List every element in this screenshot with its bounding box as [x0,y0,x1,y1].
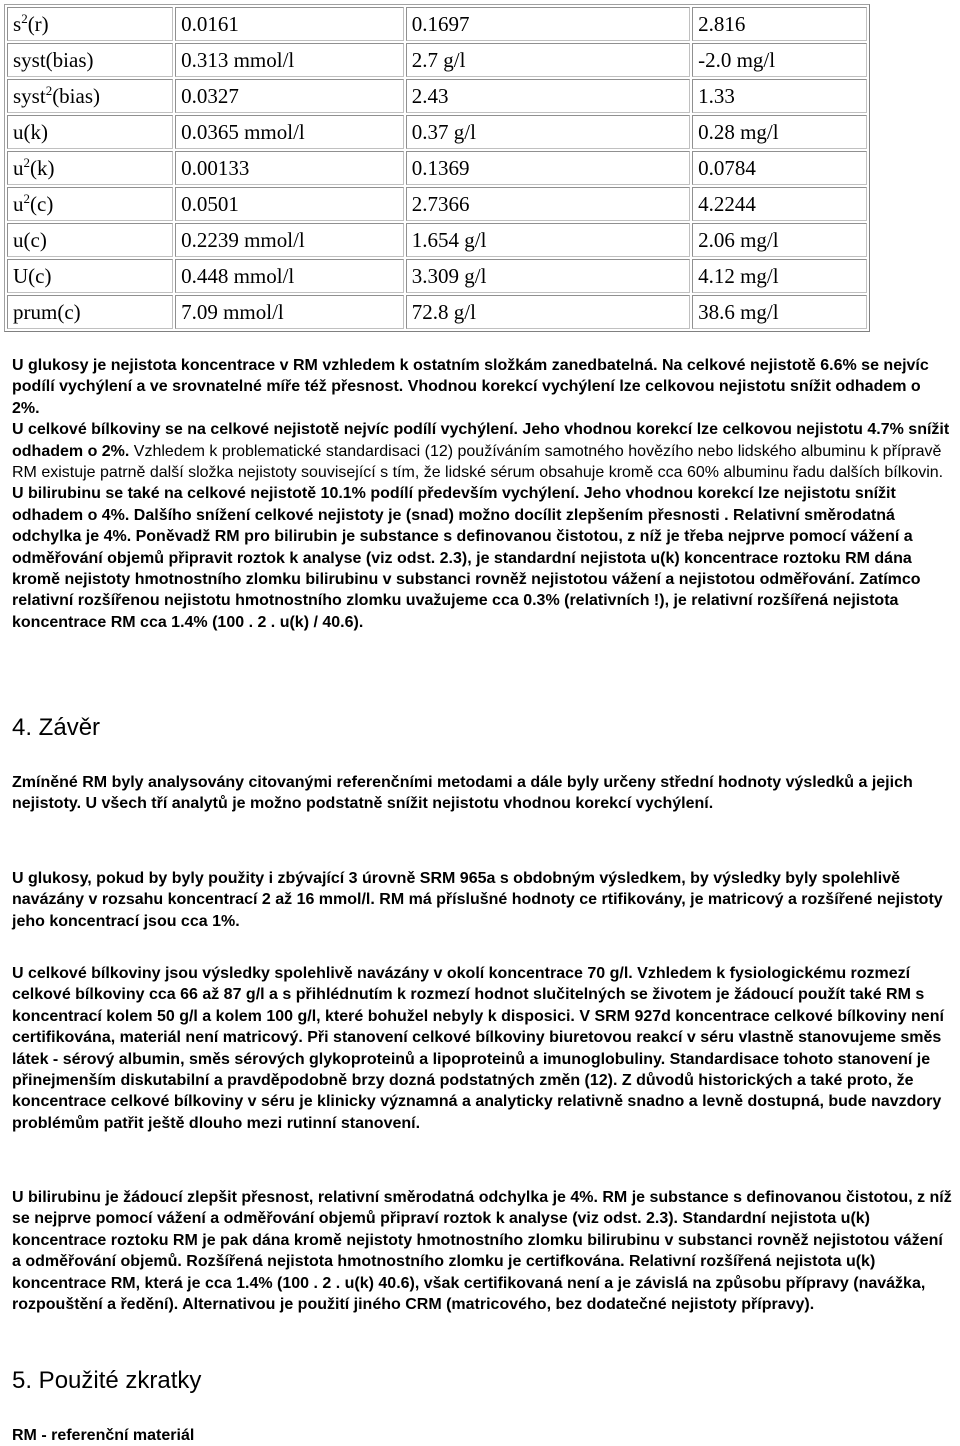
protein-paragraph-bold: U celkové bílkoviny se na celkové nejistotě nejvíc podílí vychýlení. Jeho vhodnou korekcí lze celkovou nejistotu 4.7% snížit odhadem o 2%. [12,421,950,460]
table-cell-protein: 0.1697 [406,7,690,41]
table-cell-bilirubin: 2.06 mg/l [692,223,867,257]
row-label-base: u [13,191,24,216]
conclusion-p2-text: U glukosy, pokud by byly použity i zbývající 3 úrovně SRM 965a s obdobným výsledkem, by výsledky byly spolehlivě navázány v rozsahu koncentrací 2 až 16 mmol/l. RM má příslušné hodnoty ce rtifikovány, je matricový a rozšířené nejistoty jeho koncentrací jsou cca 1%. [12,870,943,930]
discussion-block [12,355,952,633]
table-cell-glucose: 0.00133 [175,151,404,185]
table-row [7,295,867,329]
row-label-base: s [13,11,22,36]
row-label [7,43,173,77]
row-label [7,223,173,257]
protein-paragraph-normal: Vzhledem k problematické standardisaci (12) používáním samotného hovězího nebo lidského albuminu k přípravě RM existuje patrně další složka nejistoty související s tím, že lidské sérum obsahuje kromě cca 60% albuminu řadu dalších bílkovin. [12,442,944,482]
row-label-tail: (c) [30,191,54,216]
table-cell-protein: 1.654 g/l [406,223,690,257]
row-label-base: u(k) [13,119,48,144]
table-cell-glucose: 0.2239 mmol/l [175,223,404,257]
table-cell-bilirubin: 2.816 [692,7,867,41]
row-label-superscript: 2 [21,10,28,26]
row-label-base: u(c) [13,227,47,252]
table-cell-glucose: 0.0365 mmol/l [175,115,404,149]
table-cell-glucose: 0.0327 [175,79,404,113]
table-row [7,151,867,185]
row-label-tail: (r) [27,11,49,36]
table-row [7,7,867,41]
results-table [4,4,870,332]
table-cell-glucose: 0.448 mmol/l [175,259,404,293]
row-label [7,7,173,41]
row-label-tail: (k) [30,155,55,180]
glucose-paragraph: U glukosy je nejistota koncentrace v RM vzhledem k ostatním složkám zanedbatelná. Na celkové nejistotě 6.6% se nejvíc podílí vychýlení a ve srovnatelné míře též přesnost. Vhodnou korekcí vychýlení lze celkovou nejistotu snížit odhadem o 2%. [12,357,929,417]
row-label-superscript: 2 [23,190,30,206]
results-table-wrapper [4,4,870,332]
section-4-heading: 4. Závěr [12,714,101,741]
table-cell-protein: 0.37 g/l [406,115,690,149]
protein-paragraph [12,419,952,483]
table-cell-bilirubin: 0.28 mg/l [692,115,867,149]
abbreviations-list [12,1425,952,1446]
table-cell-protein: 3.309 g/l [406,259,690,293]
table-cell-protein: 72.8 g/l [406,295,690,329]
table-cell-glucose: 0.0161 [175,7,404,41]
table-cell-bilirubin: 1.33 [692,79,867,113]
row-label-superscript: 2 [45,82,53,98]
table-row [7,187,867,221]
table-cell-protein: 2.7 g/l [406,43,690,77]
row-label [7,79,173,113]
conclusion-p2 [12,868,952,932]
table-cell-bilirubin: -2.0 mg/l [692,43,867,77]
table-cell-bilirubin: 4.2244 [692,187,867,221]
table-cell-protein: 0.1369 [406,151,690,185]
row-label-base: syst(bias) [13,47,94,72]
conclusion-p1 [12,772,952,815]
table-cell-glucose: 0.0501 [175,187,404,221]
row-label-base: U(c) [13,263,52,288]
table-row [7,79,867,113]
table-cell-bilirubin: 4.12 mg/l [692,259,867,293]
table-row [7,223,867,257]
table-cell-bilirubin: 38.6 mg/l [692,295,867,329]
conclusion-p4 [12,1187,952,1315]
table-cell-protein: 2.7366 [406,187,690,221]
row-label [7,295,173,329]
table-row [7,115,867,149]
table-cell-glucose: 7.09 mmol/l [175,295,404,329]
conclusion-p3 [12,963,952,1134]
row-label [7,259,173,293]
row-label [7,151,173,185]
row-label [7,115,173,149]
table-cell-bilirubin: 0.0784 [692,151,867,185]
abbreviation-rm: RM - referenční materiál [12,1427,195,1444]
table-row [7,43,867,77]
conclusion-p3-text: U celkové bílkoviny jsou výsledky spolehlivě navázány v okolí koncentrace 70 g/l. Vzhledem k fysiologickému rozmezí celkové bílkoviny cca 66 až 87 g/l a s přihlédnutím k rozmezí hodnot slučitelných se životem je žádoucí použít také RM s koncentrací kolem 50 g/l a kolem 100 g/l, které bohužel nebyly k disposici. V SRM 927d koncentrace celkové bílkoviny není certifikována, materiál není matricový. Při stanovení celkové bílkoviny biuretovou reakcí v séru vlastně stanovujeme směs látek - sérový albumin, směs sérových glykoproteinů a lipoproteinů a imunoglobuliny. Standardisace tohoto stanovení je přinejmenším diskutabilní a pravděpodobně brzy dozná podstatných změn (12). Z důvodů historických a také proto, že koncentrace celkové bílkoviny v séru je klinicky významná a analyticky relativně snadno a levně dostupná, bude navzdory problémům patřit ještě dlouho mezi rutinní stanovení. [12,965,944,1132]
bilirubin-paragraph: U bilirubinu se také na celkové nejistotě 10.1% podílí především vychýlení. Jeho vhodnou korekcí lze nejistotu snížit odhadem o 4%. Dalšího snížení celkové nejistoty je (snad) možno docílit zlepšením přesnosti . Relativní směrodatná odchylka je 4%. Poněvadž RM pro bilirubin je substance s definovanou čistotou, z níž je třeba nejprve pomocí vážení a odměřování objemů připravit roztok k analyse (viz odst. 2.3), je standardní nejistota u(k) koncentrace roztoku RM dána kromě nejistoty hmotnostního zlomku bilirubinu v substanci rovněž nejistotou vážení a nejistotou odměřování. Zatímco relativní rozšířenou nejistotu hmotnostního zlomku uvažujeme cca 0.3% (relativních !), je relativní rozšířená nejistota koncentrace RM cca 1.4% (100 . 2 . u(k) / 40.6). [12,485,921,631]
row-label-tail: (bias) [52,83,101,108]
row-label [7,187,173,221]
conclusion-p4-text: U bilirubinu je žádoucí zlepšit přesnost, relativní směrodatná odchylka je 4%. RM je substance s definovanou čistotou, z níž se nejprve pomocí vážení a odměřování objemů připraví roztok k analyse (viz odst. 2.3). Standardní nejistota u(k) koncentrace roztoku RM je pak dána kromě nejistoty hmotnostního zlomku bilirubinu v substanci rovněž nejistotou vážení a odměřování objemů. Rozšířená nejistota hmotnostního zlomku je certifkována. Relativní rozšířená nejistota u(k) koncentrace RM, která je cca 1.4% (100 . 2 . u(k) 40.6), však certifikovaná není a je závislá na způsobu přípravy (navážka, rozpouštění a ředění). Alternativou je použití jiného CRM (matricového, bez dodatečné nejistoty přípravy). [12,1189,952,1314]
row-label-superscript: 2 [23,154,30,170]
table-cell-glucose: 0.313 mmol/l [175,43,404,77]
row-label-base: u [13,155,24,180]
table-row [7,259,867,293]
row-label-base: syst [13,83,46,108]
row-label-base: prum(c) [13,299,81,324]
table-cell-protein: 2.43 [406,79,690,113]
section-5-heading: 5. Použité zkratky [12,1367,202,1394]
conclusion-p1-text: Zmíněné RM byly analysovány citovanými referenčními metodami a dále byly určeny střední hodnoty výsledků a jejich nejistoty. U všech tří analytů je možno podstatně snížit nejistotu vhodnou korekcí vychýlení. [12,774,913,813]
